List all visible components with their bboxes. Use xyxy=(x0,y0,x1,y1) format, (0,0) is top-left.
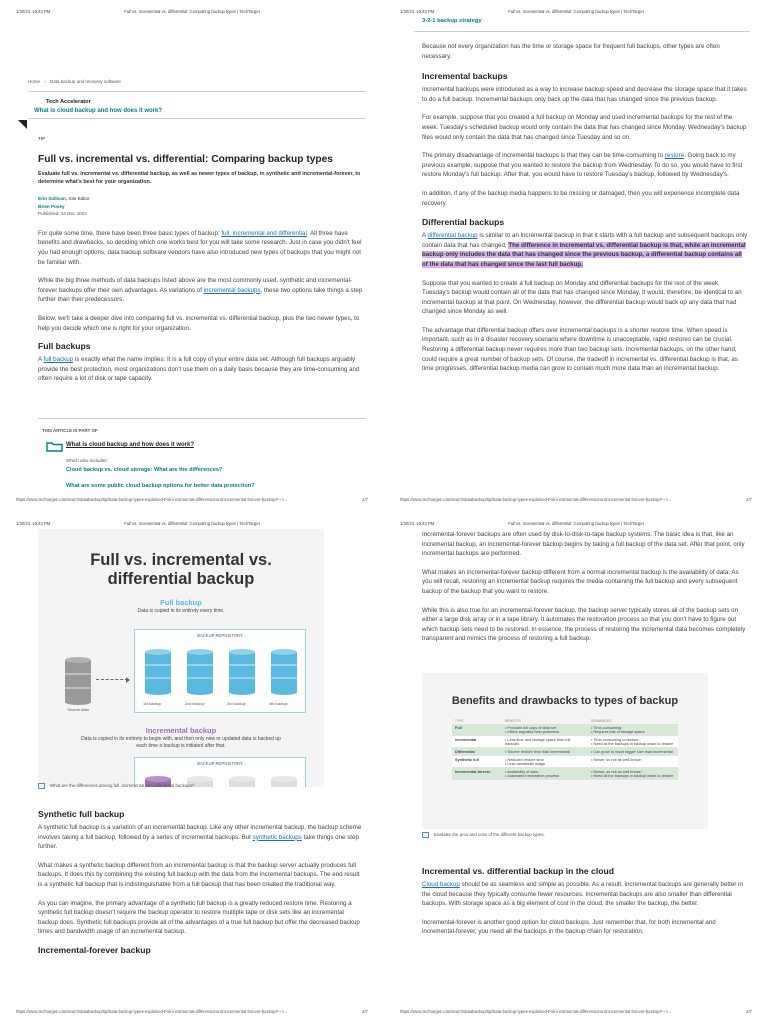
drawbacks-cell xyxy=(588,756,678,768)
page-number: 1/7 xyxy=(362,497,368,502)
drawbacks-cell xyxy=(588,768,678,780)
figure-caption: Evaluate the pros and cons of the different backup types. xyxy=(434,832,545,837)
breadcrumb-home[interactable]: Home xyxy=(28,79,41,84)
backup-label: 4th backup xyxy=(269,702,288,706)
figure-caption: What are the differences among full, incremental and differential backups? xyxy=(50,783,195,788)
bullet-icon: • xyxy=(505,761,508,766)
paragraph: The primary disadvantage of incremental backups is that they can be time-consuming to restore. Going back to my previous example, suppose that you wanted to restore the backup from Wednesday. To do so, you would have to first restore Monday's full backup. After that, you would have to restore Tuesday's backup, followed by Wednesday's. xyxy=(422,152,743,179)
article-subtitle: Evaluate full vs. incremental vs. differential backup, as well as newer types of backup, in synthetic and incremental-forever, to determine what's best for your organization. xyxy=(38,171,361,185)
backup-cylinders xyxy=(143,648,299,696)
divider xyxy=(414,31,750,32)
accelerator-label: Tech Accelerator xyxy=(46,99,91,105)
benefits-cell xyxy=(502,768,588,780)
bullet-icon: • xyxy=(591,757,594,762)
benefits-text: Automated restoration process xyxy=(507,773,559,778)
paragraph: In addition, if any of the backup media happens to be missing or damaged, then you will experience incomplete data recovery. xyxy=(422,189,740,207)
header-title: Full vs. incremental vs. differential: Comparing backup types | TechTarget xyxy=(124,9,260,14)
also-includes-label: Which also includes: xyxy=(66,458,108,463)
section-heading: Incremental-forever backup xyxy=(38,944,151,955)
author-role: Site Editor xyxy=(68,196,90,201)
benefits-drawbacks-figure xyxy=(422,673,708,829)
benefits-item xyxy=(505,730,585,734)
full-backup-label: Full backup xyxy=(160,598,202,607)
header-timestamp: 1/30/23, 10:43 PM xyxy=(16,9,51,14)
header-title: Full vs. incremental vs. differential: Comparing backup types | TechTarget xyxy=(508,9,644,14)
breadcrumb-section[interactable]: Data backup and recovery software xyxy=(50,79,121,84)
bullet-icon: • xyxy=(505,773,508,778)
benefits-text: Offers arguably best protection xyxy=(507,729,560,734)
inline-link[interactable]: differential backup xyxy=(427,232,478,240)
drawbacks-text: Can grow to much bigger size than incremental xyxy=(593,749,673,754)
page-header xyxy=(400,9,752,17)
drawbacks-text: Need all the backups in backup chain to restore xyxy=(593,773,674,778)
benefits-text: Availability of data xyxy=(507,769,538,774)
incremental-backup-desc: Data is copied in its entirety to begin with, and then only new or updated data is backed up each time a backup is initiated after that. xyxy=(81,736,281,749)
backup-types-table xyxy=(452,717,678,780)
table-row xyxy=(452,736,678,748)
breadcrumb xyxy=(28,79,121,84)
table-title: Benefits and drawbacks to types of backup xyxy=(451,695,679,707)
arrow-right-icon xyxy=(126,677,130,683)
benefits-cell xyxy=(502,736,588,748)
backup-label: 3rd backup xyxy=(227,702,246,706)
divider xyxy=(38,418,366,419)
column-header: TYPE xyxy=(455,718,464,723)
drawbacks-cell xyxy=(588,736,678,748)
inline-link[interactable]: full, incremental and differential xyxy=(221,229,307,237)
benefits-text: Provides full copy of data set xyxy=(507,725,556,730)
bullet-icon: • xyxy=(591,729,594,734)
section-heading: Incremental backups xyxy=(422,71,508,82)
footer-url: https://www.techtarget.com/searchdatabackup/tip/Data-backup-types-explained-Full-incremental-differential-and-incremental-forever-backup#:~:t... xyxy=(400,1009,672,1014)
full-backup-desc: Data is copied in its entirety every time. xyxy=(137,608,225,614)
image-icon xyxy=(422,832,429,838)
bullet-icon: • xyxy=(505,769,508,774)
arrow-line xyxy=(96,679,128,680)
benefits-cell xyxy=(502,724,588,736)
paragraph: The advantage that differential backup offers over incremental backups is a shorter restore time. When speed is important, such as in a disaster recovery scenario where downtime is unacceptable, rapid restores can be crucial. Restoring a differential backup never requires more than two backup sets. Incremental backups, on the other hand, could require a great number of backup sets. Of course, the tradeoff in incremental vs. differential backup is that, as time progresses, differential backup media can grow to contain much more data than an incremental backup. xyxy=(422,326,738,373)
paragraph: Cloud backup should be as seamless and simple as possible. As a result, incremental backups are generally better in the cloud because they typically consume fewer resources. Incremental backups are also smaller than differential backups. With storage space as a big element of cost in the cloud, the smaller the backup, the better. xyxy=(422,881,743,908)
page-4 xyxy=(384,512,768,1024)
drawbacks-item xyxy=(591,742,675,746)
page-number: 4/7 xyxy=(746,1009,752,1014)
page-2 xyxy=(384,0,768,512)
page-footer xyxy=(16,1009,368,1016)
drawbacks-text: Time-consuming to restore xyxy=(593,737,639,742)
page-1 xyxy=(0,0,384,512)
page-footer xyxy=(400,1009,752,1016)
benefits-item xyxy=(505,762,585,766)
paragraph: For example, suppose that you created a full backup on Monday and used incremental backups for the rest of the week. Tuesday's scheduled backup would only contain the data that has changed since Monday. Wednesday's backup files would only contain the data that has changed since Tuesday and so on. xyxy=(422,114,747,141)
inline-link[interactable]: incremental backups xyxy=(203,286,261,294)
type-cell: Incremental xyxy=(455,737,477,742)
article-title: Full vs. incremental vs. differential: Comparing backup types xyxy=(38,154,333,165)
benefits-item xyxy=(505,750,585,754)
section-heading: Incremental vs. differential backup in the cloud xyxy=(422,866,614,876)
paragraph: A differential backup is similar to an incremental backup in that it starts with a full backup and subsequent backups only contain data that has changed. The difference in incremental vs. differential backup is that, while an incremental backup only includes the data that has changed since the previous backup, a differential backup contains all of the data that has changed since the last full backup. xyxy=(422,232,748,268)
backup-label: 1st backup xyxy=(143,702,162,706)
benefits-text: Shorter restore time than incremental xyxy=(507,749,571,754)
paragraph: While the big three methods of data backups listed above are the most commonly used, synthetic and incremental-forever backups offer their own advantages. As variations of incremental backups, these two options take things a step further than their predecessors. xyxy=(38,277,363,304)
header-title: Full vs. incremental vs. differential: Comparing backup types | TechTarget xyxy=(124,521,260,526)
page-header xyxy=(16,521,368,529)
paragraph: Incremental backups were introduced as a way to increase backup speed and decrease the storage space that it takes to do a full backup. Incremental backups only back up the data that has changed since the previous backup. xyxy=(422,86,747,103)
bullet-icon: • xyxy=(505,757,508,762)
paragraph: As you can imagine, the primary advantage of a synthetic full backup is a greatly reduced restore time. Restoring a synthetic full backup doesn't require the backup operator to restore multiple tape or disk sets like an incremental backup does. Synthetic full backups provide all of the advantages of a true full backup but offer the decreased backup times and bandwidth usage of an incremental backup. xyxy=(38,899,360,936)
bullet-icon: • xyxy=(591,769,594,774)
table-header-row xyxy=(452,717,678,724)
header-timestamp: 1/30/23, 10:43 PM xyxy=(400,521,435,526)
bullet-icon: • xyxy=(591,737,594,742)
header-timestamp: 1/30/23, 10:43 PM xyxy=(16,521,51,526)
bullet-icon: • xyxy=(505,729,508,734)
inline-link[interactable]: synthetic backups xyxy=(252,833,302,841)
bullet-icon: • xyxy=(505,725,508,730)
page-header xyxy=(16,9,368,17)
related-link[interactable]: 3-2-1 backup strategy xyxy=(422,18,482,24)
table-row xyxy=(452,768,678,780)
bullet-icon: • xyxy=(505,749,508,754)
column-header: BENEFITS xyxy=(505,718,521,723)
folder-icon xyxy=(46,441,63,452)
footer-url: https://www.techtarget.com/searchdatabackup/tip/Data-backup-types-explained-Full-incremental-differential-and-incremental-forever-backup#:~:t... xyxy=(16,497,288,502)
section-heading: Differential backups xyxy=(422,217,505,228)
drawbacks-cell xyxy=(588,724,678,736)
backup-repository-box xyxy=(134,629,306,713)
repository-label: BACKUP REPOSITORY xyxy=(197,633,243,638)
image-icon xyxy=(38,783,45,789)
source-data-label: Source data xyxy=(67,707,89,712)
bullet-icon: • xyxy=(505,737,508,742)
drawbacks-text: Newer, so not as well-known xyxy=(593,757,642,762)
part-of-label: THIS ARTICLE IS PART OF xyxy=(42,428,98,433)
table-row xyxy=(452,748,678,756)
type-cell: Differential xyxy=(455,749,475,754)
incremental-backup-label: Incremental backup xyxy=(145,726,217,735)
bullet-icon: • xyxy=(591,725,594,730)
source-data-cylinder-icon xyxy=(64,655,92,705)
repository-label: BACKUP REPOSITORY xyxy=(197,761,243,766)
section-heading: Full backups xyxy=(38,341,91,352)
drawbacks-text: Requires lots of storage space xyxy=(593,729,645,734)
paragraph: A synthetic full backup is a variation of an incremental backup. Like any other incremental backup, the backup scheme involves taking a full backup, followed by a series of incremental backups. But synthetic backups take things one step further. xyxy=(38,824,362,851)
page-3 xyxy=(0,512,384,1024)
tip-tag: TIP xyxy=(38,136,46,141)
part-of-link[interactable]: What is cloud backup and how does it work? xyxy=(66,442,195,448)
inline-link[interactable]: restore xyxy=(664,152,685,160)
inline-link[interactable]: Cloud backup xyxy=(422,881,460,888)
drawbacks-item xyxy=(591,750,675,754)
drawbacks-cell xyxy=(588,748,678,756)
table-row xyxy=(452,756,678,768)
paragraph: Incremental-forever backups are often used by disk-to-disk-to-tape backup systems. The basic idea is that, like an incremental backup, an incremental-forever backup begins by taking a full backup of the data set. After that point, only incremental backups are performed. xyxy=(422,531,745,558)
bullet-icon: • xyxy=(591,741,594,746)
benefits-item xyxy=(505,774,585,778)
page-number: 3/7 xyxy=(362,1009,368,1014)
footer-url: https://www.techtarget.com/searchdatabackup/tip/Data-backup-types-explained-Full-incremental-differential-and-incremental-forever-backup#:~:t... xyxy=(400,497,672,502)
type-cell: Full xyxy=(455,725,462,730)
paragraph: A full backup is exactly what the name implies: It is a full copy of your entire data set. Although full backups arguably provide the best protection, most organizations don't use them on a daily basis because they are time-consuming and often require a lot of disk or tape capacity. xyxy=(38,356,360,383)
benefits-cell xyxy=(502,748,588,756)
benefits-cell xyxy=(502,756,588,768)
bullet-icon: • xyxy=(591,749,594,754)
published-date: Published: 14 Dec 2022 xyxy=(38,211,87,217)
bullet-icon: • xyxy=(591,773,594,778)
benefits-item xyxy=(505,738,585,746)
paragraph: Below, we'll take a deeper dive into comparing full vs. incremental vs. differential backup, plus the two newer types, to help you decide which one is right for your organization. xyxy=(38,314,360,332)
divider xyxy=(28,91,366,92)
section-heading: Synthetic full backup xyxy=(38,809,125,819)
paragraph: Incremental-forever is another good option for cloud backups. Just remember that, for both incremental and incremental-forever, you need all the backups in the backup chain for restoration. xyxy=(422,918,716,936)
type-cell: Synthetic full xyxy=(455,757,479,762)
paragraph: Because not every organization has the time or storage space for frequent full backups, other types are often necessary. xyxy=(422,43,720,60)
drawbacks-text: Need all the backups in backup chain to restore xyxy=(593,741,674,746)
figure-title: Full vs. incremental vs. differential backup xyxy=(90,551,272,588)
corner-fold-icon xyxy=(18,120,27,129)
paragraph: For quite some time, there have been three basic types of backup: full, incremental and differential. All three have benefits and drawbacks, so deciding which one works best for you will take some research. Just in case you didn't feel you had enough options, data backup software vendors have also introduced new types of backups that you might not be familiar with. xyxy=(38,229,362,266)
related-link[interactable]: Cloud backup vs. cloud storage: What are the differences? xyxy=(66,467,223,473)
divider xyxy=(28,118,366,119)
column-header: DRAWBACKS xyxy=(591,718,612,723)
paragraph: While this is also true for an incremental-forever backup, the backup server typically stores all of the backup sets on either a large disk array or in a tape library. It automates the restoration process so that you don't have to figure out which backup sets need to be restored. In essence, the process of restoring the incremental data becomes completely transparent and mimics the process of restoring a full backup. xyxy=(422,606,746,643)
inline-link[interactable]: full backup xyxy=(43,356,74,364)
header-timestamp: 1/30/23, 10:43 PM xyxy=(400,9,435,14)
byline xyxy=(38,195,364,218)
backup-label: 2nd backup xyxy=(185,702,205,706)
author-link[interactable]: Brien Posey xyxy=(38,203,65,209)
page-header xyxy=(400,521,752,529)
accelerator-link[interactable]: What is cloud backup and how does it work? xyxy=(34,108,163,114)
backup-comparison-figure xyxy=(38,529,324,787)
drawbacks-item xyxy=(591,758,675,762)
drawbacks-item xyxy=(591,730,675,734)
drawbacks-item xyxy=(591,774,675,778)
breadcrumb-separator-icon: › xyxy=(44,79,46,84)
paragraph: What makes a synthetic backup different from an incremental backup is that the backup server actually produces full backups. It does this by combining the existing full backup with the data from the incremental backups. The end result is a synthetic full backup that is indistinguishable from a full backup that has been created the traditional way. xyxy=(38,861,360,888)
footer-url: https://www.techtarget.com/searchdatabackup/tip/Data-backup-types-explained-Full-incremental-differential-and-incremental-forever-backup#:~:t... xyxy=(16,1009,288,1014)
benefits-text: Less time and storage space than full backups xyxy=(505,737,571,746)
type-cell: Incremental-forever xyxy=(455,769,491,774)
benefits-text: Reduced restore time xyxy=(507,757,544,762)
related-link[interactable]: What are some public cloud backup options for better data protection? xyxy=(66,483,255,489)
page-number: 2/7 xyxy=(746,497,752,502)
drawbacks-text: Time-consuming xyxy=(593,725,622,730)
paragraph: What makes an incremental-forever backup different from a normal incremental backup is the availability of data. As you will recall, restoring an incremental backup requires the media containing the full backup and every subsequent backup of the backup that you want to restore. xyxy=(422,568,739,595)
paragraph: Suppose that you wanted to create a full backup on Monday and differential backups for the rest of the week. Tuesday's backup would contain all of the data that has changed since Monday. It would, therefore, be identical to an incremental backup at that point. On Wednesday, however, the differential backup would back up any data that had changed since Monday as well. xyxy=(422,279,742,316)
benefits-text: Less bandwidth usage xyxy=(507,761,546,766)
page-footer xyxy=(16,497,368,504)
drawbacks-text: Newer, so not as well-known xyxy=(593,769,642,774)
author-link[interactable]: Erin Sullivan, xyxy=(38,196,68,201)
page-footer xyxy=(400,497,752,504)
header-title: Full vs. incremental vs. differential: Comparing backup types | TechTarget xyxy=(508,521,644,526)
table-row xyxy=(452,724,678,736)
highlighted-text: The difference in incremental vs. differential backup is that, while an incremental backup only includes the data that has changed since the previous backup, a differential backup contains all of the data that has changed since the last full backup. xyxy=(422,241,746,268)
